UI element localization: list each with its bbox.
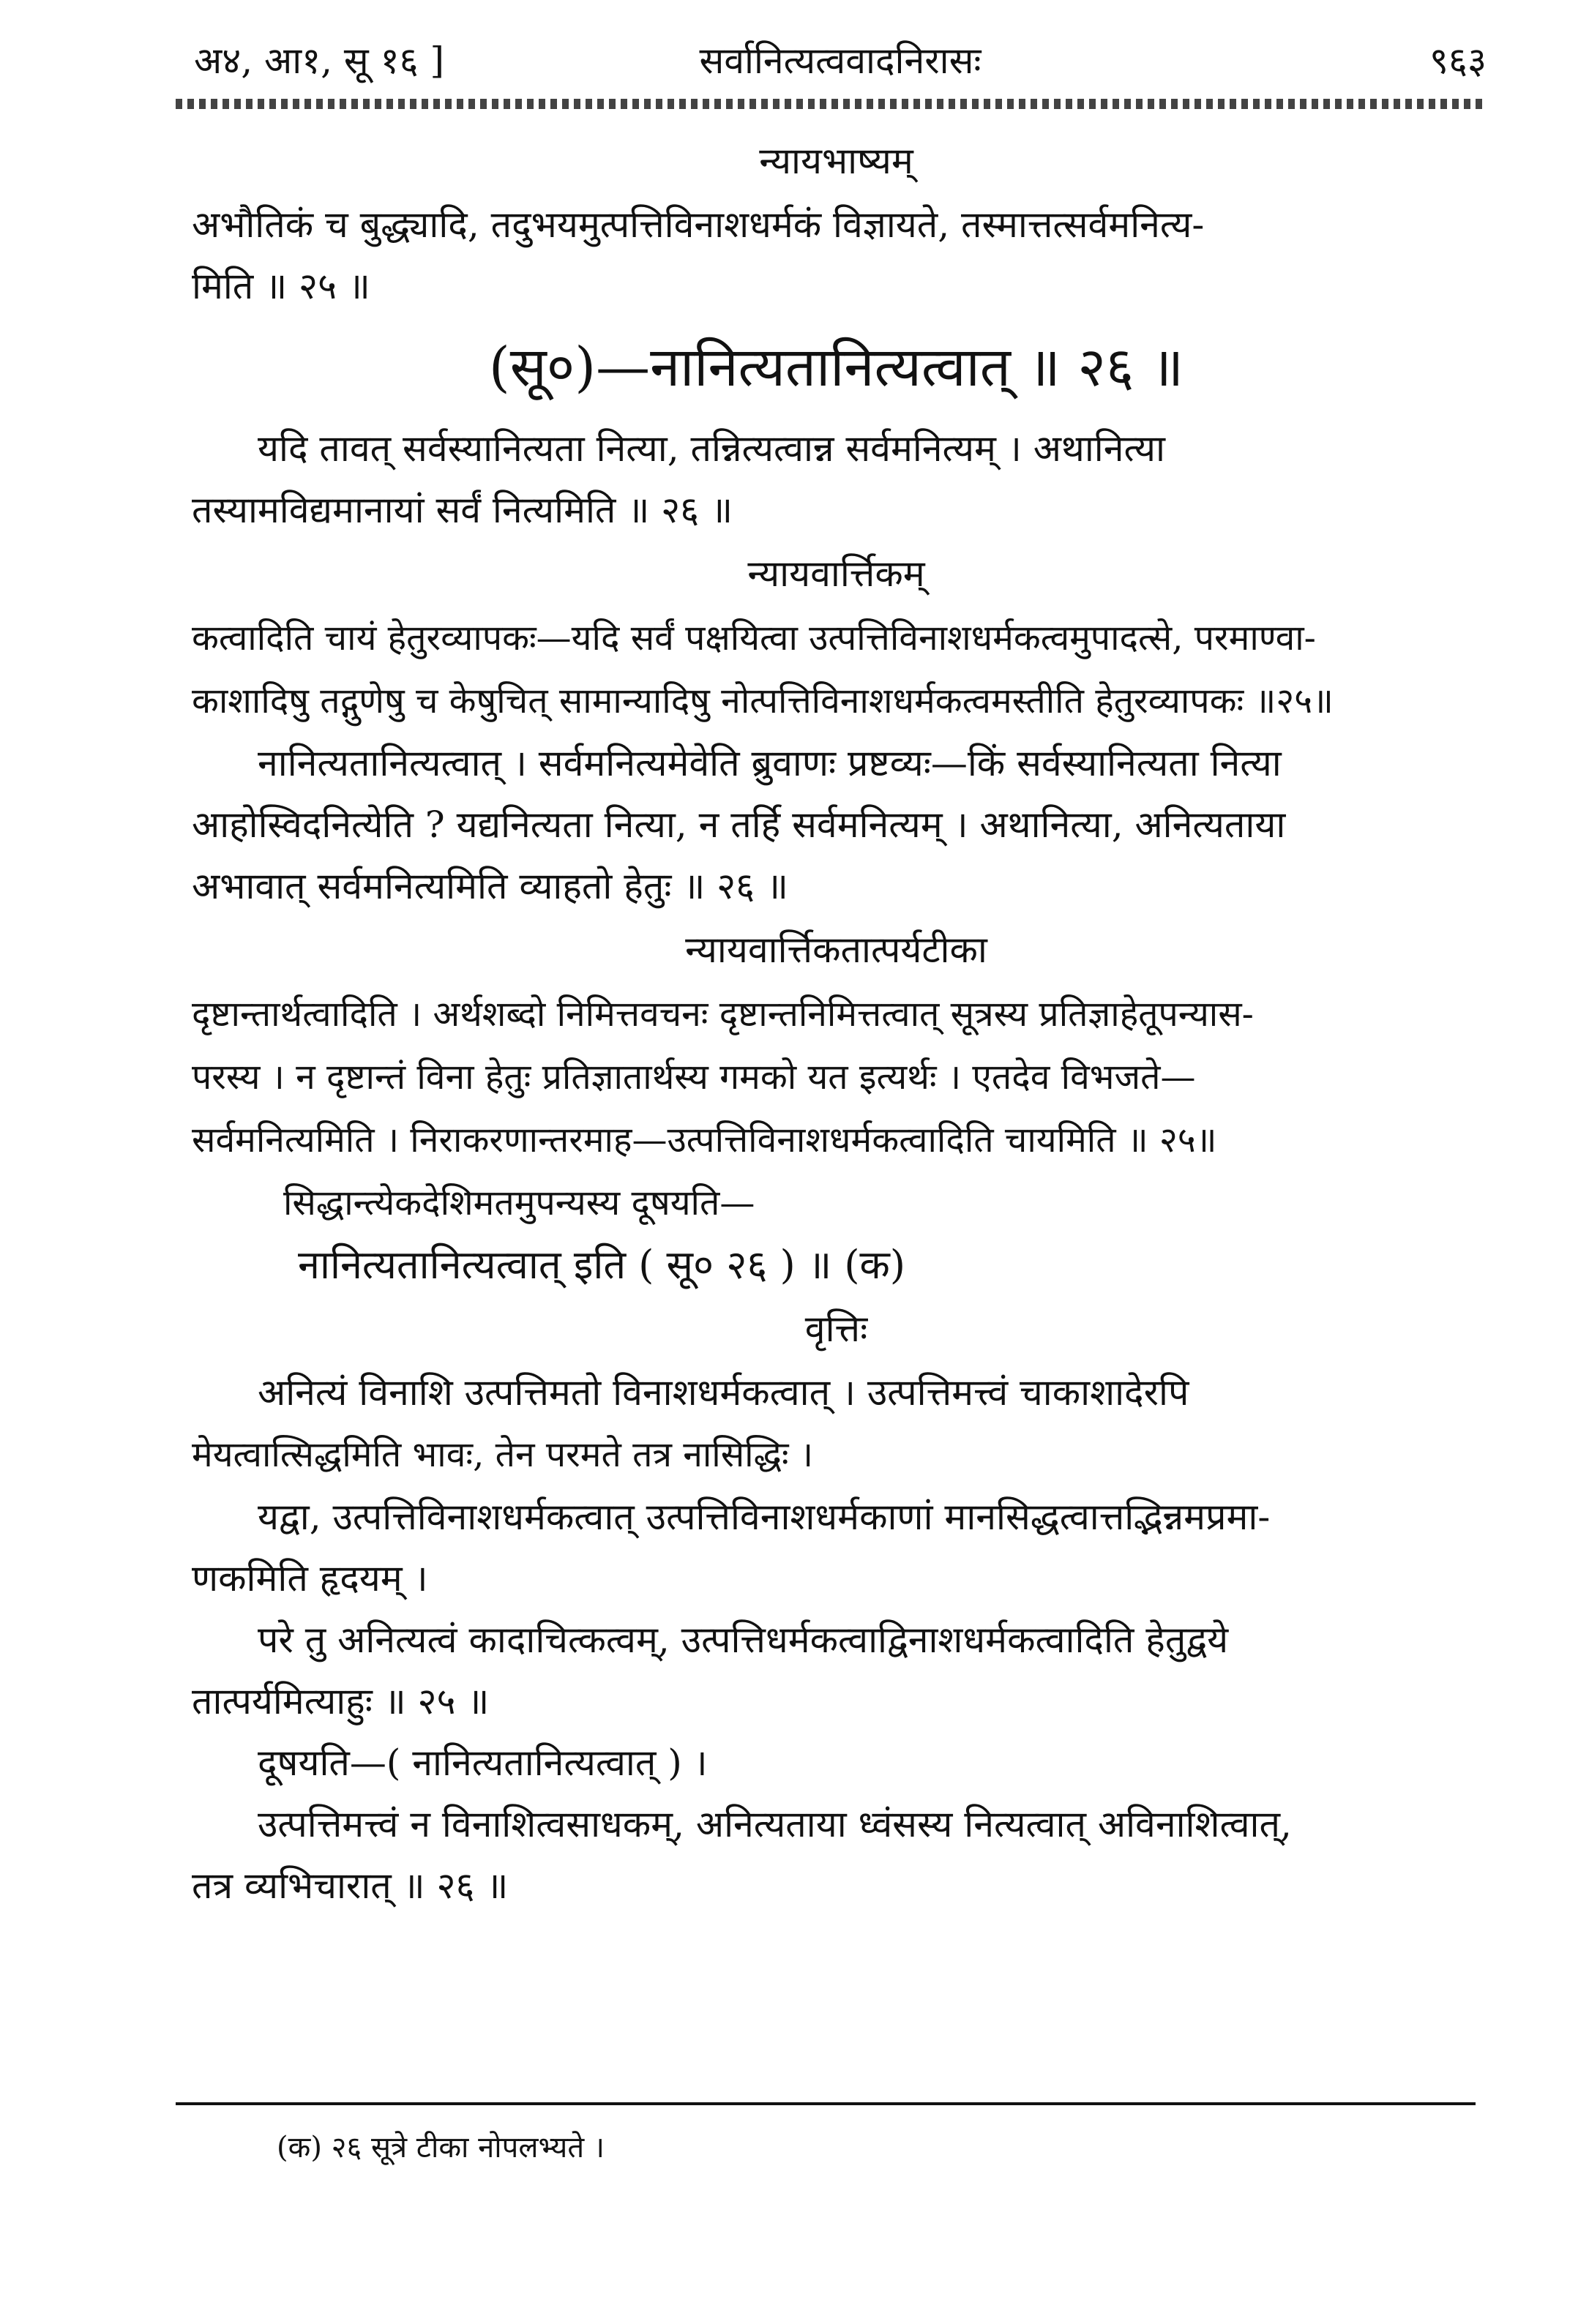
vritti-p5-line-2: तत्र व्यभिचारात् ॥ २६ ॥ — [192, 1864, 509, 1907]
bhashya-25-line-2: मिति ॥ २५ ॥ — [192, 265, 370, 307]
bhashya-25-line-1: अभौतिकं च बुद्ध्यादि, तदुभयमुत्पत्तिविनाशधर्मकं विज्ञायते, तस्मात्तत्सर्वमनित्य- — [192, 203, 1205, 246]
page-number: ९६३ — [1429, 40, 1487, 82]
footnote-rule — [176, 2102, 1476, 2105]
running-header — [194, 28, 1487, 94]
header-title: सर्वानित्यत्ववादनिरासः — [699, 40, 982, 82]
section-heading-vritti: वृत्तिः — [804, 1308, 868, 1350]
bhashya-26-line-2: तस्यामविद्यमानायां सर्वं नित्यमिति ॥ २६ ॥ — [192, 489, 733, 531]
vartika-26-line-1: नानित्यतानित्यत्वात् । सर्वमनित्यमेवेति ब्रुवाणः प्रष्टव्यः—किं सर्वस्यानित्यता नित्या — [258, 742, 1282, 784]
vritti-p5-line-1: उत्पत्तिमत्त्वं न विनाशित्वसाधकम्, अनित्यताया ध्वंसस्य नित्यत्वात् अविनाशित्वात्, — [258, 1803, 1292, 1845]
vartika-26-line-3: अभावात् सर्वमनित्यमिति व्याहतो हेतुः ॥ २६ ॥ — [192, 865, 789, 907]
vritti-p2-line-1: यद्वा, उत्पत्तिविनाशधर्मकत्वात् उत्पत्तिविनाशधर्मकाणां मानसिद्धत्वात्तद्भिन्नमप्रमा- — [258, 1496, 1271, 1538]
vritti-p2-line-2: णकमिति हृदयम् । — [192, 1557, 428, 1600]
vartika-25-line-1: कत्वादिति चायं हेतुरव्यापकः—यदि सर्वं पक्षयित्वा उत्पत्तिविनाशधर्मकत्वमुपादत्से, परमाण्वा- — [192, 618, 1316, 659]
sutra-26: (सू०)—नानित्यतानित्यत्वात् ॥ २६ ॥ — [488, 336, 1184, 399]
vritti-p3-line-2: तात्पर्यमित्याहुः ॥ २५ ॥ — [192, 1680, 490, 1723]
vritti-p1-line-1: अनित्यं विनाशि उत्पत्तिमतो विनाशधर्मकत्वात् । उत्पत्तिमत्त्वं चाकाशादेरपि — [258, 1371, 1189, 1414]
vritti-p1-line-2: मेयत्वात्सिद्धमिति भावः, तेन परमते तत्र नासिद्धिः । — [192, 1434, 814, 1475]
vritti-p3-line-1: परे तु अनित्यत्वं कादाचित्कत्वम्, उत्पत्तिधर्मकत्वाद्विनाशधर्मकत्वादिति हेतुद्वये — [258, 1619, 1229, 1661]
vartika-26-line-2: आहोस्विदनित्येति ? यद्यनित्यता नित्या, न तर्हि सर्वमनित्यम् । अथानित्या, अनित्यताया — [192, 803, 1286, 846]
tika-line-3: सर्वमनित्यमिति । निराकरणान्तरमाह—उत्पत्तिविनाशधर्मकत्वादिति चायमिति ॥ २५॥ — [192, 1120, 1217, 1161]
vartika-25-line-2: काशादिषु तद्गुणेषु च केषुचित् सामान्यादिषु नोत्पत्तिविनाशधर्मकत्वमस्तीति हेतुरव्यापकः ॥२५॥ — [192, 681, 1334, 721]
tika-line-2: परस्य । न दृष्टान्तं विना हेतुः प्रतिज्ञातार्थस्य गमको यत इत्यर्थः । एतदेव विभजते— — [192, 1057, 1196, 1098]
tika-line-5: नानित्यतानित्यत्वात् इति ( सू० २६ ) ॥ (क) — [298, 1242, 905, 1288]
section-heading-tika: न्यायवार्त्तिकतात्पर्यटीका — [685, 929, 987, 971]
header-wavy-rule — [176, 99, 1487, 109]
main-text — [192, 128, 1481, 1916]
footnote: (क) २६ सूत्रे टीका नोपलभ्यते । — [277, 2131, 605, 2164]
section-heading-bhashya: न्यायभाष्यम् — [759, 140, 913, 182]
tika-line-1: दृष्टान्तार्थत्वादिति । अर्थशब्दो निमित्तवचनः दृष्टान्तनिमित्तत्वात् सूत्रस्य प्रतिज्ञाहेतूपन्यास- — [192, 994, 1254, 1035]
section-heading-vartika: न्यायवार्त्तिकम् — [747, 552, 925, 595]
vritti-p4: दूषयति—( नानित्यतानित्यत्वात् ) । — [258, 1742, 708, 1784]
tika-line-4: सिद्धान्त्येकदेशिमतमुपन्यस्य दूषयति— — [283, 1182, 755, 1223]
header-chapter-ref: अ४, आ१, सू १६ ] — [194, 40, 444, 82]
bhashya-26-line-1: यदि तावत् सर्वस्यानित्यता नित्या, तन्नित्यत्वान्न सर्वमनित्यम् । अथानित्या — [258, 427, 1165, 470]
